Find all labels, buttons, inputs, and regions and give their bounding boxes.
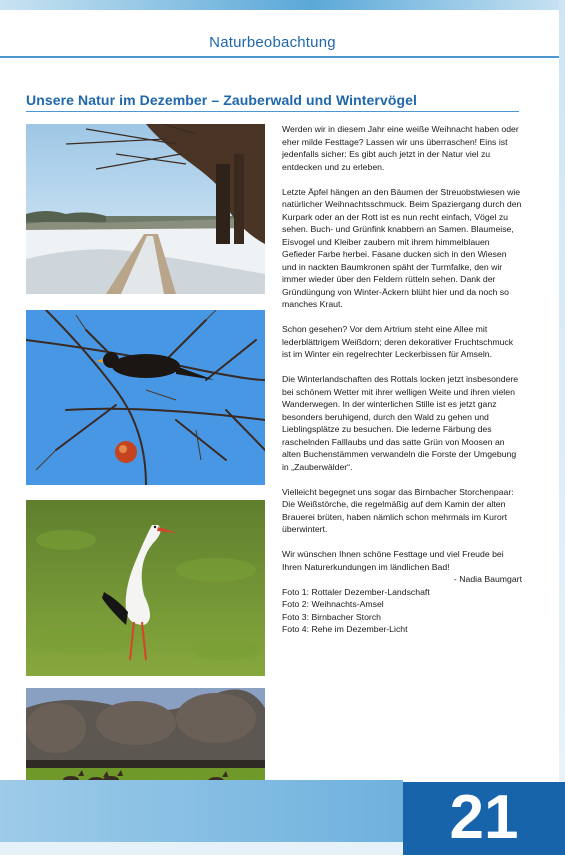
photo-stork xyxy=(26,500,265,676)
page-number: 21 xyxy=(449,783,519,852)
footer-band xyxy=(0,780,403,842)
photo-caption: Foto 1: Rottaler Dezember-Landschaft xyxy=(282,586,430,597)
title-rule xyxy=(26,111,519,112)
right-edge-decor xyxy=(559,0,565,855)
header-rule xyxy=(0,56,559,58)
paragraph: Letzte Äpfel hängen an den Bäumen der Streuobstwiesen wie natürlicher Weihnachtsschmuck. Beim Spaziergang durch den Kurpark oder an der Rott ist es nun recht einfach, Vögel zu sehen. Buch- und Grünfink knabbern an Samen. Blaumeise, Eisvogel und Kleiber zaubern mit ihrem himmelblauen Gefieder Farbe herbei. Fasane ducken sich in den Wiesen und in nackten Baumkronen späht der Turmfalke, den wir immer wieder über den Feldern rütteln sehen. Dank der Gründüngung von Winter-Äckern blüht hier und da noch so manches Kraut. xyxy=(282,186,522,309)
paragraph: Wir wünschen Ihnen schöne Festtage und viel Freude bei Ihren Naturerkundungen im ländlichen Bad! xyxy=(282,549,504,572)
top-decor-stripe xyxy=(0,0,565,10)
paragraph: Die Winterlandschaften des Rottals locken jetzt insbesondere bei schönem Wetter mit ihrer welligen Weite und ihren vielen Wanderwegen. In der winterlichen Stille ist es jetzt ganz besonders beruhigend, durch den Wald zu gehen und Lieblingsplätze zu besuchen. Die lederne Färbung des raschelnden Falllaubs und das satte Grün von Moosen an alten Buchenstämmen verwandeln die Forste der Umgebung in „Zauberwälder“. xyxy=(282,374,519,472)
paragraph: Werden wir in diesem Jahr eine weiße Weihnacht haben oder eher milde Festtage? Lassen wir uns überraschen! Eins ist jedenfalls sicher: Es gibt auch jetzt in der Natur viel zu entdecken und zu erleben. xyxy=(282,124,519,172)
photo-blackbird xyxy=(26,310,265,485)
photo-caption: Foto 2: Weihnachts-Amsel xyxy=(282,599,384,609)
photo-winter-landscape xyxy=(26,124,265,294)
section-title: Naturbeobachtung xyxy=(209,34,336,51)
photo-caption: Foto 3: Birnbacher Storch xyxy=(282,611,381,622)
author-signature: - Nadia Baumgart xyxy=(453,574,522,584)
paragraph: Schon gesehen? Vor dem Artrium steht eine Allee mit lederblättrigem Weißdorn; deren dekorativer Fruchtschmuck ist im Winter ein regelrechter Leckerbissen für Amseln. xyxy=(282,324,514,359)
photo-caption: Foto 4: Rehe im Dezember-Licht xyxy=(282,624,408,634)
paragraph: Vielleicht begegnet uns sogar das Birnbacher Storchenpaar: Die Weißstörche, die regelmäßig auf dem Kamin der alten Brauerei brüten, haben nämlich schon mehrmals im Kurort überwintert. xyxy=(282,486,514,534)
article-title: Unsere Natur im Dezember – Zauberwald und Wintervögel xyxy=(26,92,418,108)
article-body xyxy=(282,123,522,636)
section-header xyxy=(0,10,559,58)
